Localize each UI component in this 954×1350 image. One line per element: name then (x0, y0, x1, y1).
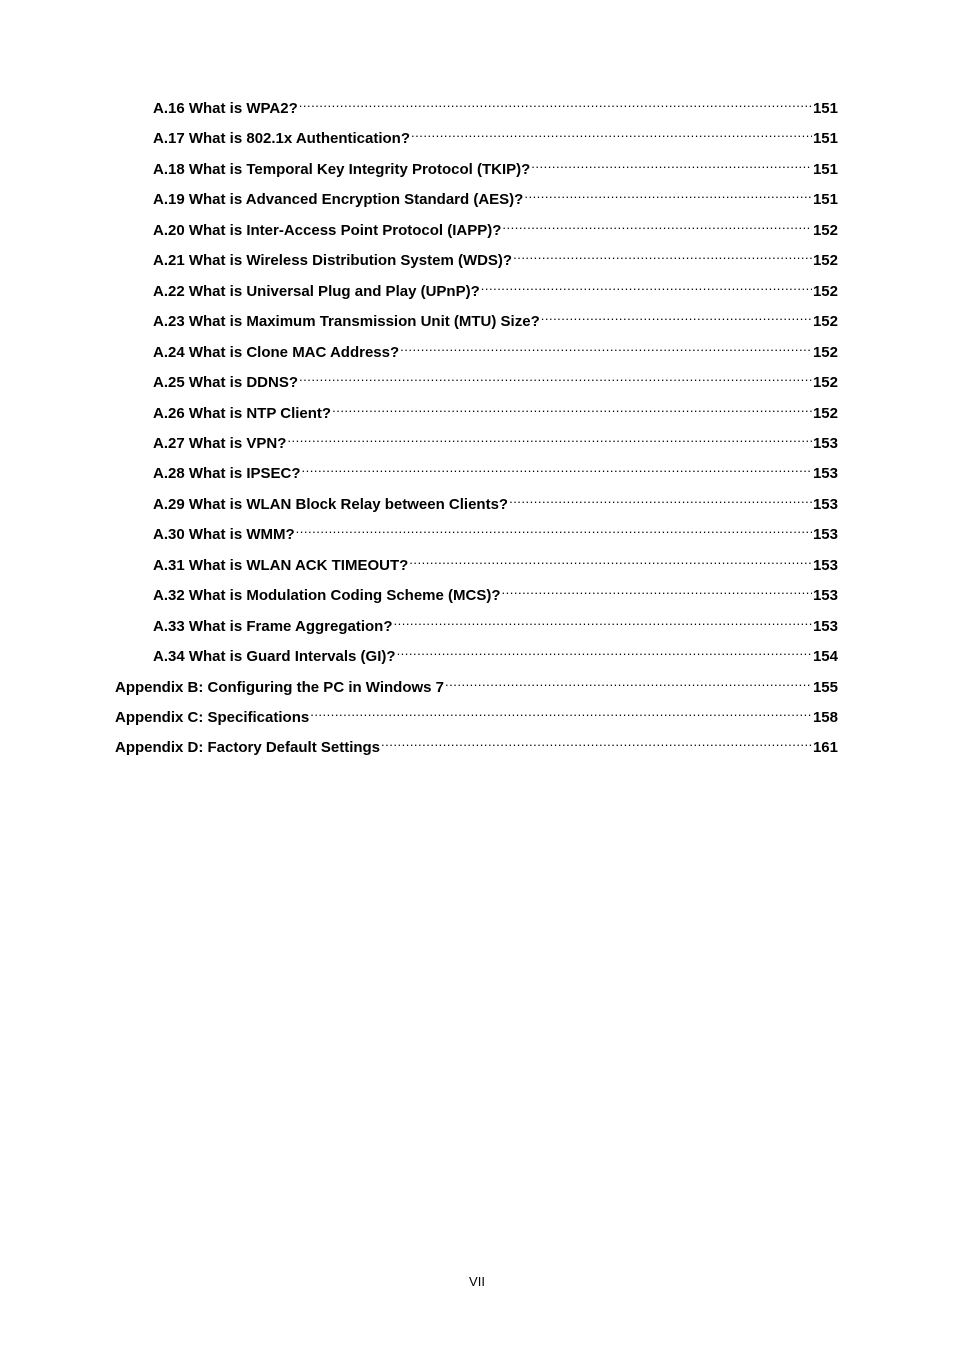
toc-entry[interactable] (115, 698, 838, 726)
toc-entry-title: Appendix C: Specifications (115, 709, 310, 726)
toc-entry-title: A.30 What is WMM? (153, 526, 295, 544)
toc-dot-leader (531, 150, 812, 174)
toc-entry[interactable] (153, 607, 838, 635)
toc-entry-title: A.25 What is DDNS? (153, 374, 299, 392)
toc-entry[interactable] (153, 637, 838, 666)
toc-entry-title: A.34 What is Guard Intervals (GI)? (153, 648, 396, 666)
toc-dot-leader (332, 394, 812, 418)
toc-entry[interactable] (153, 424, 838, 452)
toc-entry[interactable] (153, 363, 838, 392)
toc-entry-page: 152 (812, 221, 838, 239)
toc-entry[interactable] (153, 576, 838, 605)
toc-entry-page: 152 (812, 374, 838, 392)
toc-entry-page: 153 (812, 434, 838, 452)
toc-entry-page: 151 (812, 191, 838, 209)
toc-dot-leader (445, 668, 812, 692)
toc-dot-leader (287, 424, 812, 448)
toc-entry[interactable] (153, 150, 838, 178)
toc-entry-page: 153 (812, 556, 838, 574)
toc-entry-title: A.26 What is NTP Client? (153, 404, 332, 422)
toc-entry-page: 153 (812, 465, 838, 483)
toc-entry-title: A.29 What is WLAN Block Relay between Clients? (153, 495, 509, 513)
toc-entry-page: 153 (812, 587, 838, 605)
toc-entry[interactable] (115, 668, 838, 696)
toc-entry-title: A.24 What is Clone MAC Address? (153, 343, 400, 361)
toc-entry-page: 152 (812, 313, 838, 331)
toc-dot-leader (409, 546, 812, 570)
toc-dot-leader (502, 211, 812, 235)
toc-entry-page: 161 (812, 739, 838, 757)
toc-entry-title: A.27 What is VPN? (153, 434, 287, 452)
toc-entry-page: 153 (812, 495, 838, 513)
toc-entry-page: 155 (812, 678, 838, 696)
toc-entry-page: 152 (812, 343, 838, 361)
toc-dot-leader (541, 302, 812, 326)
toc-entry-title: A.23 What is Maximum Transmission Unit (MTU) Size? (153, 313, 540, 331)
toc-entry[interactable] (153, 394, 838, 422)
toc-entry-page: 154 (812, 648, 838, 666)
toc-entry-page: 152 (812, 252, 838, 270)
toc-entry-page: 152 (812, 404, 838, 422)
toc-dot-leader (524, 180, 812, 204)
toc-entry-page: 152 (812, 282, 838, 300)
toc-entry[interactable] (153, 454, 838, 483)
toc-entry-page: 151 (812, 130, 838, 148)
toc-entry-page: 153 (812, 526, 838, 544)
toc-entry-page: 153 (812, 617, 838, 635)
toc-entry-title: A.33 What is Frame Aggregation? (153, 617, 393, 635)
toc-entry-title: A.32 What is Modulation Coding Scheme (MCS)? (153, 587, 501, 605)
toc-entry-title: A.28 What is IPSEC? (153, 465, 301, 483)
toc-dot-leader (397, 637, 812, 661)
toc-entry-title: A.31 What is WLAN ACK TIMEOUT? (153, 556, 409, 574)
toc-dot-leader (299, 89, 812, 113)
toc-entry-title: Appendix B: Configuring the PC in Windows 7 (115, 678, 445, 696)
page-number: VII (469, 1274, 485, 1289)
toc-entry-title: A.22 What is Universal Plug and Play (UPnP)? (153, 282, 480, 300)
toc-entry-page: 151 (812, 100, 838, 117)
toc-entry[interactable] (153, 302, 838, 331)
toc-dot-leader (400, 333, 812, 357)
toc-entry[interactable] (153, 119, 838, 148)
toc-entry[interactable] (153, 485, 838, 513)
toc-entry-title: A.21 What is Wireless Distribution System (WDS)? (153, 252, 513, 270)
toc-entry[interactable] (153, 515, 838, 544)
toc-dot-leader (393, 607, 811, 631)
toc-entry-title: A.20 What is Inter-Access Point Protocol (IAPP)? (153, 221, 502, 239)
toc-entry[interactable] (153, 241, 838, 270)
toc-entry-page: 158 (812, 709, 838, 726)
toc-dot-leader (502, 576, 812, 600)
toc-entry[interactable] (115, 728, 838, 757)
toc-entry[interactable] (153, 89, 838, 117)
toc-entry[interactable] (153, 333, 838, 361)
toc-dot-leader (481, 272, 812, 296)
toc-entry-title: A.16 What is WPA2? (153, 100, 298, 117)
toc-entry[interactable] (153, 211, 838, 239)
toc-entry-title: A.18 What is Temporal Key Integrity Protocol (TKIP)? (153, 160, 531, 178)
toc-dot-leader (513, 241, 812, 265)
toc-entry-title: Appendix D: Factory Default Settings (115, 739, 381, 757)
toc-dot-leader (509, 485, 812, 509)
toc-dot-leader (381, 728, 812, 752)
toc-entry-title: A.17 What is 802.1x Authentication? (153, 130, 410, 148)
toc-entry[interactable] (153, 546, 838, 574)
toc-entry-page: 151 (812, 160, 838, 178)
toc-dot-leader (299, 363, 812, 387)
toc-dot-leader (310, 698, 812, 722)
toc-dot-leader (296, 515, 812, 539)
toc-entry-title: A.19 What is Advanced Encryption Standard (AES)? (153, 191, 524, 209)
toc-entry[interactable] (153, 180, 838, 209)
toc-dot-leader (302, 454, 812, 478)
toc-entry[interactable] (153, 272, 838, 300)
toc-dot-leader (411, 119, 812, 143)
